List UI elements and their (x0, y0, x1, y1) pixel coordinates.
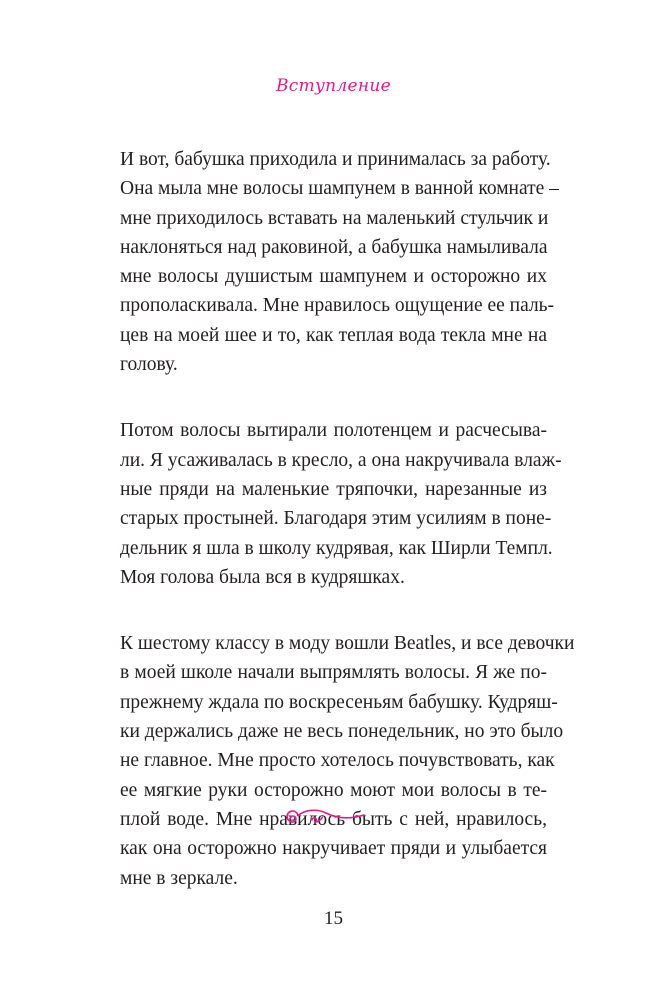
paragraph-3 (120, 629, 575, 893)
text-line: ки держались даже не весь понедельник, но это было (120, 721, 564, 743)
text-line: дельник я шла в школу кудрявая, как Ширли Темпл. (120, 537, 553, 559)
text-line: как она осторожно накручивает пряди и улыбается (120, 838, 547, 860)
text-line: в моей школе начали выпрямлять волосы. Я же по- (120, 662, 547, 684)
text-line: Потом волосы вытирали полотенцем и расчесыва- (120, 420, 547, 442)
text-line: мне волосы душистым шампунем и осторожно их (120, 266, 547, 288)
text-line: голову. (120, 354, 178, 376)
text-line: старых простыней. Благодаря этим усилиям в поне- (120, 508, 552, 530)
paragraph-1 (120, 145, 559, 379)
chapter-title: Вступление (275, 76, 392, 96)
text-line: Моя голова была вся в кудряшках. (120, 566, 405, 588)
text-line: мне приходилось вставать на маленький стульчик и (120, 207, 549, 229)
text-line: Она мыла мне волосы шампунем в ванной комнате – (120, 178, 559, 200)
text-line: К шестому классу в моду вошли Beatles, и все девочки (120, 633, 575, 655)
text-line: не главное. Мне просто хотелось почувствовать, как (120, 750, 555, 772)
text-line: плой воде. Мне нравилось быть с ней, нравилось, (120, 808, 547, 830)
text-line: ные пряди на маленькие тряпочки, нарезанные из (120, 478, 547, 500)
text-line: прежнему ждала по воскресеньям бабушку. Кудряш- (120, 691, 558, 713)
text-line: ли. Я усаживалась в кресло, а она накручивала влаж- (120, 449, 562, 471)
paragraph-2 (120, 416, 562, 592)
text-line: И вот, бабушка приходила и принималась за работу. (120, 149, 551, 170)
page-number: 15 (324, 908, 343, 929)
text-line: прополаскивала. Мне нравилось ощущение ее паль- (120, 295, 555, 317)
text-line: наклоняться над раковиной, а бабушка намыливала (120, 236, 548, 258)
text-line: цев на моей шее и то, как теплая вода текла мне на (120, 324, 547, 346)
text-line: мне в зеркале. (120, 867, 238, 889)
text-line: ее мягкие руки осторожно моют мои волосы в те- (120, 779, 547, 801)
swirl-ornament-icon (278, 806, 368, 830)
